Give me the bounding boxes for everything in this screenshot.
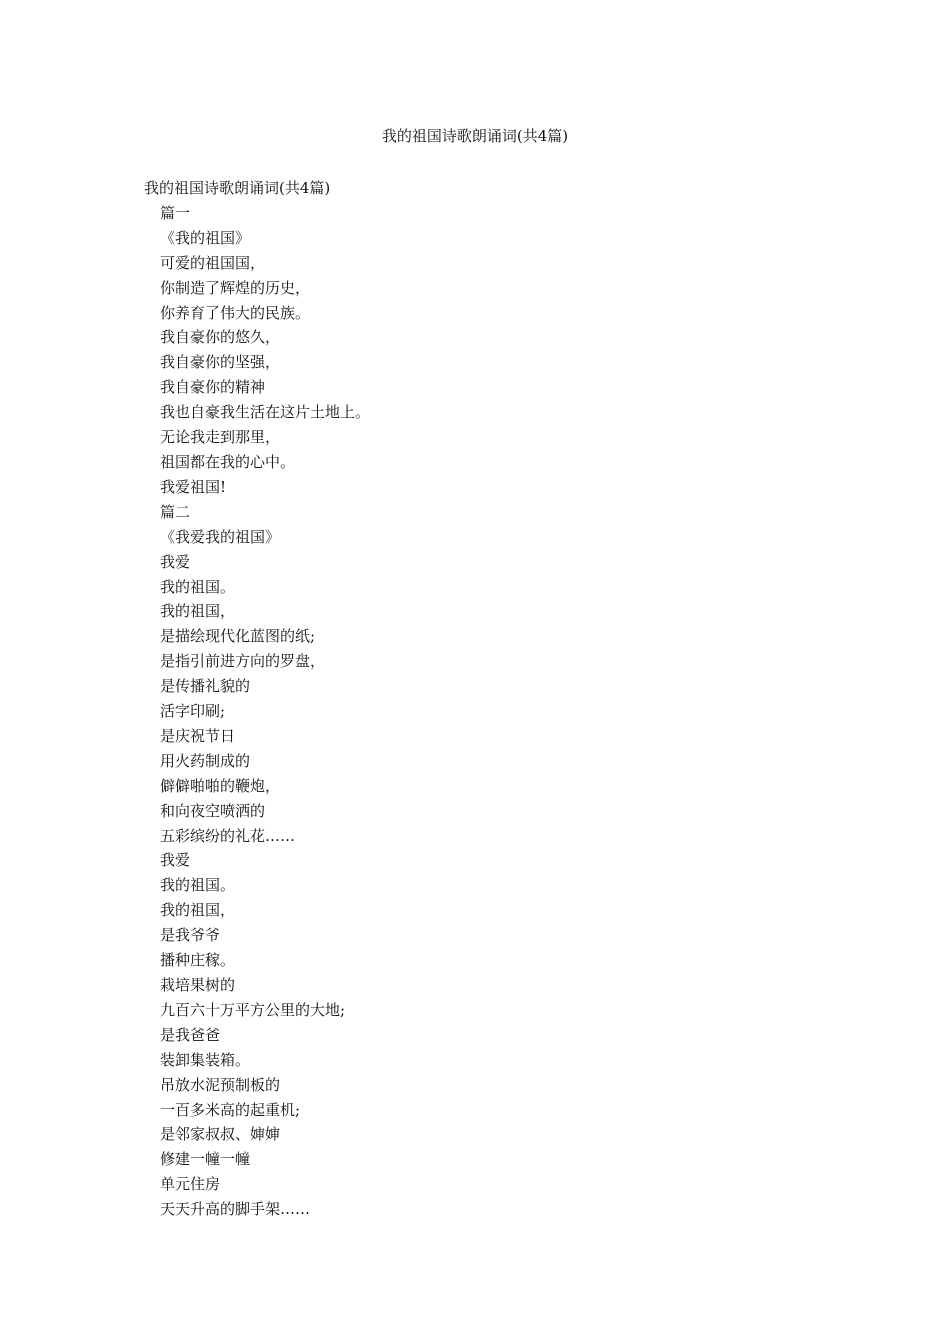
page-header-title: 我的祖国诗歌朗诵词(共4篇) [381,127,569,145]
poem-line: 篇二 [160,502,191,521]
poem-lines [144,201,804,1222]
poem-line: 单元住房 [160,1175,221,1194]
poem-line: 我自豪你的坚强， [160,353,281,372]
document-title: 我的祖国诗歌朗诵词(共4篇) [144,179,331,197]
document-body [144,176,804,1222]
poem-line: 无论我走到那里， [160,428,281,447]
poem-line: 我爱 [160,851,191,870]
poem-line: 用火药制成的 [160,751,251,770]
poem-line: 僻僻啪啪的鞭炮， [160,776,281,795]
poem-line: 九百六十万平方公里的大地; [160,1000,346,1019]
poem-line: 一百多米高的起重机; [160,1100,301,1119]
poem-line: 我自豪你的悠久， [160,328,281,347]
poem-line: 是指引前进方向的罗盘， [160,652,326,671]
poem-line: 天天升高的脚手架…… [160,1200,311,1219]
poem-line: 是庆祝节日 [160,726,236,745]
poem-line: 祖国都在我的心中。 [160,452,296,471]
poem-line: 可爱的祖国国， [160,253,266,272]
poem-line: 五彩缤纷的礼花…… [160,826,296,845]
poem-line: 你养育了伟大的民族。 [160,303,311,322]
poem-line: 活字印刷; [160,702,226,721]
poem-line: 我也自豪我生活在这片土地上。 [160,403,371,422]
poem-line: 我的祖国， [160,901,236,920]
poem-line: 《我爱我的祖国》 [160,527,281,546]
poem-line: 你制造了辉煌的历史， [160,278,311,297]
poem-line: 篇一 [160,203,191,222]
poem-line: 我爱祖国! [160,477,227,496]
poem-line: 我的祖国， [160,602,236,621]
poem-line: 和向夜空喷洒的 [160,801,266,820]
poem-line: 我的祖国。 [160,577,236,596]
poem-line: 是我爸爸 [160,1025,221,1044]
poem-line: 《我的祖国》 [160,228,251,247]
poem-line: 是我爷爷 [160,926,221,945]
poem-line: 我的祖国。 [160,876,236,895]
poem-line: 播种庄稼。 [160,951,236,970]
poem-line: 修建一幢一幢 [160,1150,251,1169]
poem-line: 我爱 [160,552,191,571]
poem-line: 我自豪你的精神 [160,378,266,397]
poem-line: 是描绘现代化蓝图的纸; [160,627,316,646]
poem-line: 是传播礼貌的 [160,677,251,696]
poem-line: 是邻家叔叔、婶婶 [160,1125,281,1144]
poem-line: 装卸集装箱。 [160,1050,251,1069]
poem-line: 栽培果树的 [160,976,236,994]
poem-line: 吊放水泥预制板的 [160,1075,281,1094]
